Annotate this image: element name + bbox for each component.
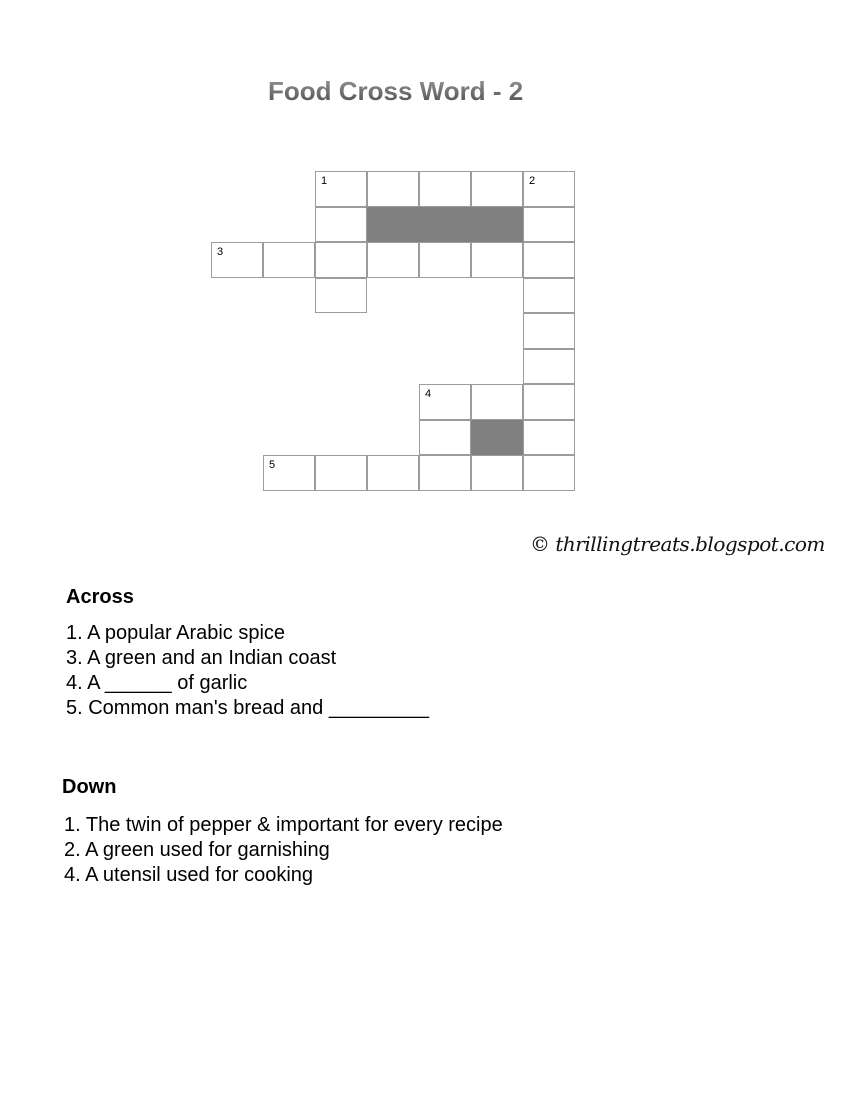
- crossword-cell[interactable]: [367, 242, 419, 278]
- blocked-cell: [471, 420, 523, 456]
- across-clue: 5. Common man's bread and _________: [66, 697, 429, 719]
- crossword-cell[interactable]: [523, 455, 575, 491]
- crossword-cell[interactable]: [471, 384, 523, 420]
- copyright-credit: © thrillingtreats.blogspot.com: [530, 532, 825, 556]
- across-clue-list: [66, 621, 429, 721]
- across-clue: 4. A ______ of garlic: [66, 672, 248, 694]
- down-clue: 1. The twin of pepper & important for every recipe: [64, 814, 503, 836]
- crossword-cell[interactable]: [367, 171, 419, 207]
- clue-number: 5: [269, 459, 276, 471]
- crossword-cell[interactable]: [315, 171, 367, 207]
- clue-number: 4: [425, 388, 432, 400]
- down-clue-list: [64, 813, 503, 888]
- crossword-cell[interactable]: [523, 384, 575, 420]
- down-clue: 4. A utensil used for cooking: [64, 864, 314, 886]
- crossword-cell[interactable]: [419, 384, 471, 420]
- across-clue: 1. A popular Arabic spice: [66, 622, 286, 644]
- crossword-cell[interactable]: [523, 349, 575, 385]
- crossword-cell[interactable]: [367, 455, 419, 491]
- crossword-cell[interactable]: [419, 171, 471, 207]
- crossword-cell[interactable]: [471, 455, 523, 491]
- crossword-cell[interactable]: [315, 455, 367, 491]
- clue-number: 1: [321, 175, 328, 187]
- down-heading: Down: [62, 776, 117, 798]
- crossword-cell[interactable]: [419, 420, 471, 456]
- blocked-cell: [367, 207, 419, 243]
- blocked-cell: [419, 207, 471, 243]
- clue-number: 2: [529, 175, 536, 187]
- crossword-cell[interactable]: [471, 242, 523, 278]
- blocked-cell: [471, 207, 523, 243]
- crossword-cell[interactable]: [419, 242, 471, 278]
- crossword-cell[interactable]: [523, 242, 575, 278]
- clue-number: 3: [217, 246, 224, 258]
- crossword-cell[interactable]: [211, 242, 263, 278]
- across-clue: 3. A green and an Indian coast: [66, 647, 337, 669]
- across-heading: Across: [66, 586, 134, 608]
- crossword-cell[interactable]: [523, 313, 575, 349]
- crossword-cell[interactable]: [315, 278, 367, 314]
- crossword-cell[interactable]: [523, 278, 575, 314]
- crossword-cell[interactable]: [419, 455, 471, 491]
- crossword-cell[interactable]: [263, 455, 315, 491]
- crossword-cell[interactable]: [263, 242, 315, 278]
- page-title: Food Cross Word - 2: [268, 76, 588, 107]
- crossword-cell[interactable]: [315, 242, 367, 278]
- crossword-cell[interactable]: [523, 207, 575, 243]
- crossword-cell[interactable]: [471, 171, 523, 207]
- down-clue: 2. A green used for garnishing: [64, 839, 330, 861]
- crossword-cell[interactable]: [523, 420, 575, 456]
- crossword-cell[interactable]: [523, 171, 575, 207]
- crossword-cell[interactable]: [315, 207, 367, 243]
